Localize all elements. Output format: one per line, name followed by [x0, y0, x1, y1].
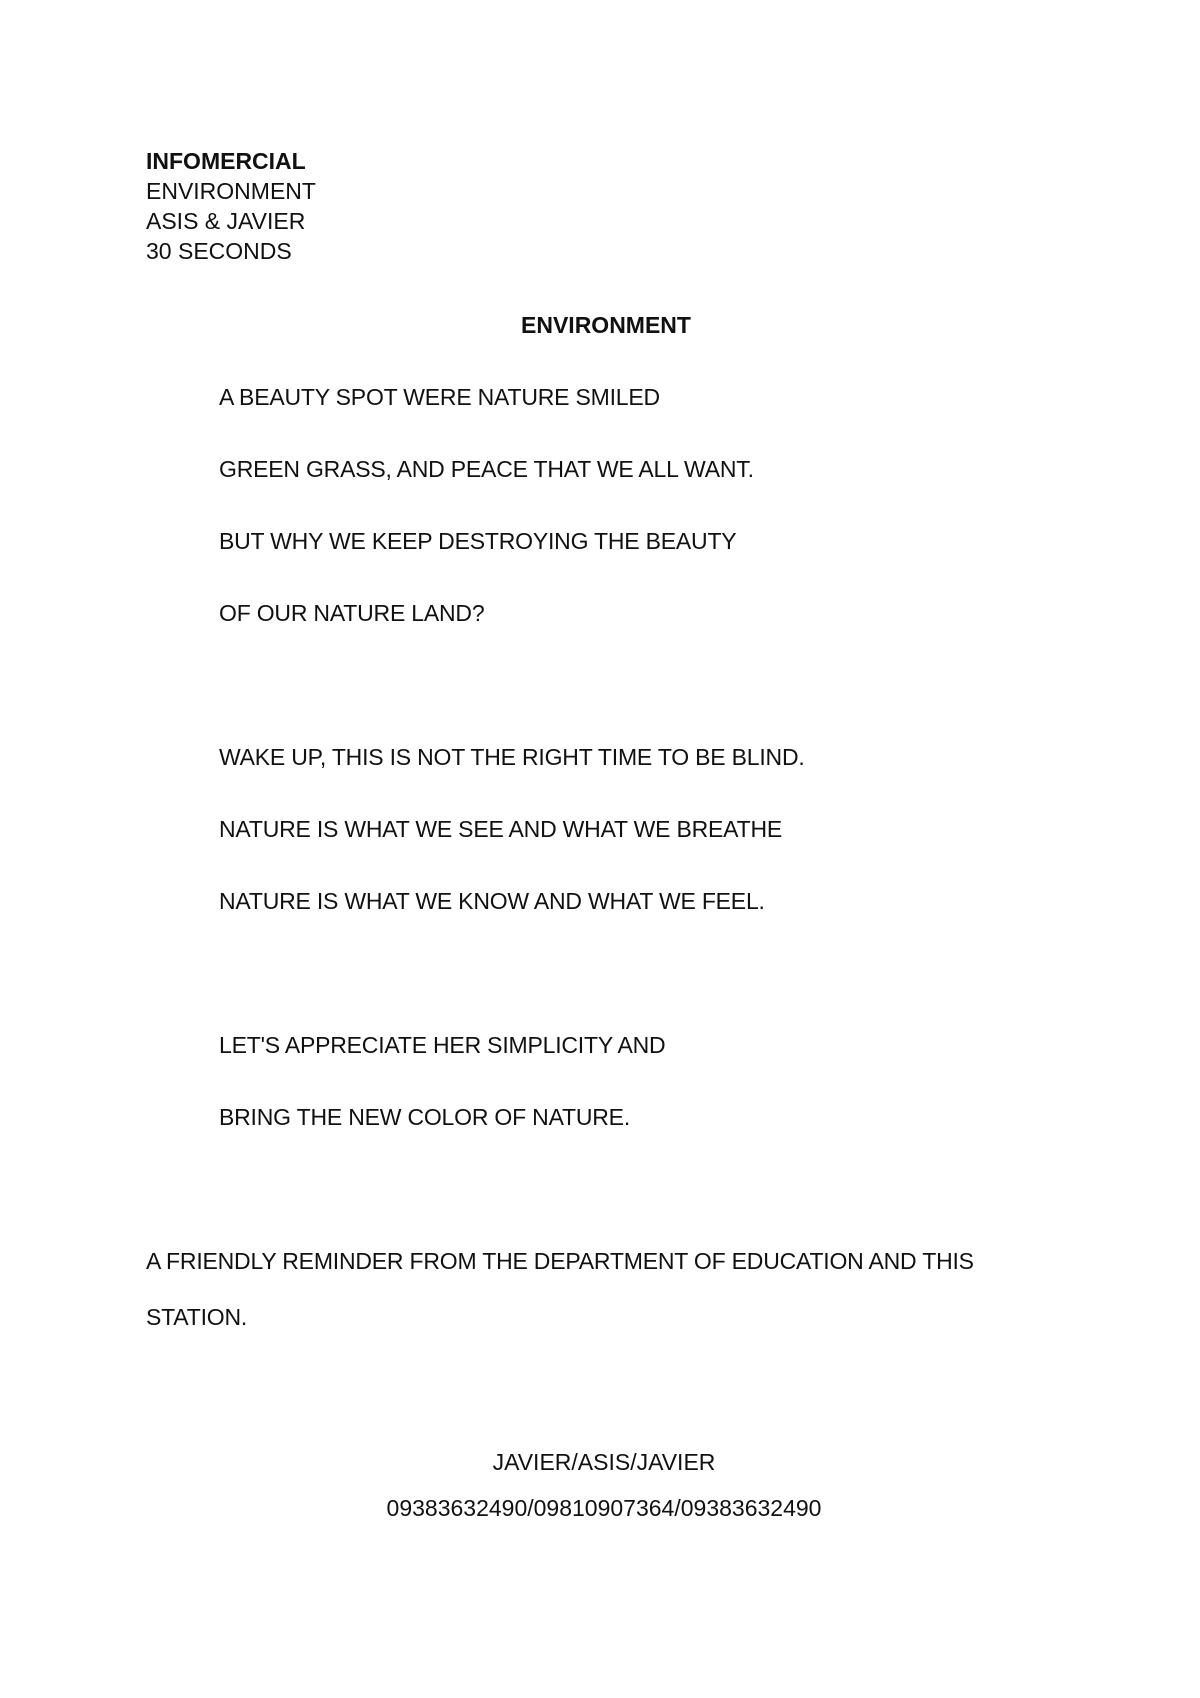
verse-line: BRING THE NEW COLOR OF NATURE.: [219, 1104, 631, 1130]
verse-line: A BEAUTY SPOT WERE NATURE SMILED: [219, 384, 660, 410]
document-title-text: ENVIRONMENT: [521, 312, 691, 338]
verse-line: BUT WHY WE KEEP DESTROYING THE BEAUTY: [219, 528, 737, 554]
credits-names: [0, 1449, 1200, 1476]
verse-line: NATURE IS WHAT WE SEE AND WHAT WE BREATHE: [219, 816, 783, 842]
verse-line: OF OUR NATURE LAND?: [219, 600, 485, 626]
header-authors: ASIS & JAVIER: [146, 208, 306, 234]
reminder-line: STATION.: [146, 1304, 248, 1330]
credits-names-text: JAVIER/ASIS/JAVIER: [492, 1449, 716, 1475]
header-topic: ENVIRONMENT: [146, 178, 316, 204]
reminder-line: A FRIENDLY REMINDER FROM THE DEPARTMENT OF EDUCATION AND THIS: [146, 1248, 974, 1274]
credits-phones-text: 09383632490/09810907364/09383632490: [386, 1495, 822, 1521]
verse-line: WAKE UP, THIS IS NOT THE RIGHT TIME TO BE BLIND.: [219, 744, 805, 770]
script-header: [146, 146, 316, 266]
verse-line: LET'S APPRECIATE HER SIMPLICITY AND: [219, 1032, 666, 1058]
verse-line: GREEN GRASS, AND PEACE THAT WE ALL WANT.: [219, 456, 754, 482]
credits-phones: [0, 1495, 1200, 1522]
verse-line: NATURE IS WHAT WE KNOW AND WHAT WE FEEL.: [219, 888, 765, 914]
document-title: [0, 312, 1200, 339]
header-title: INFOMERCIAL: [146, 148, 306, 174]
header-duration: 30 SECONDS: [146, 238, 292, 264]
